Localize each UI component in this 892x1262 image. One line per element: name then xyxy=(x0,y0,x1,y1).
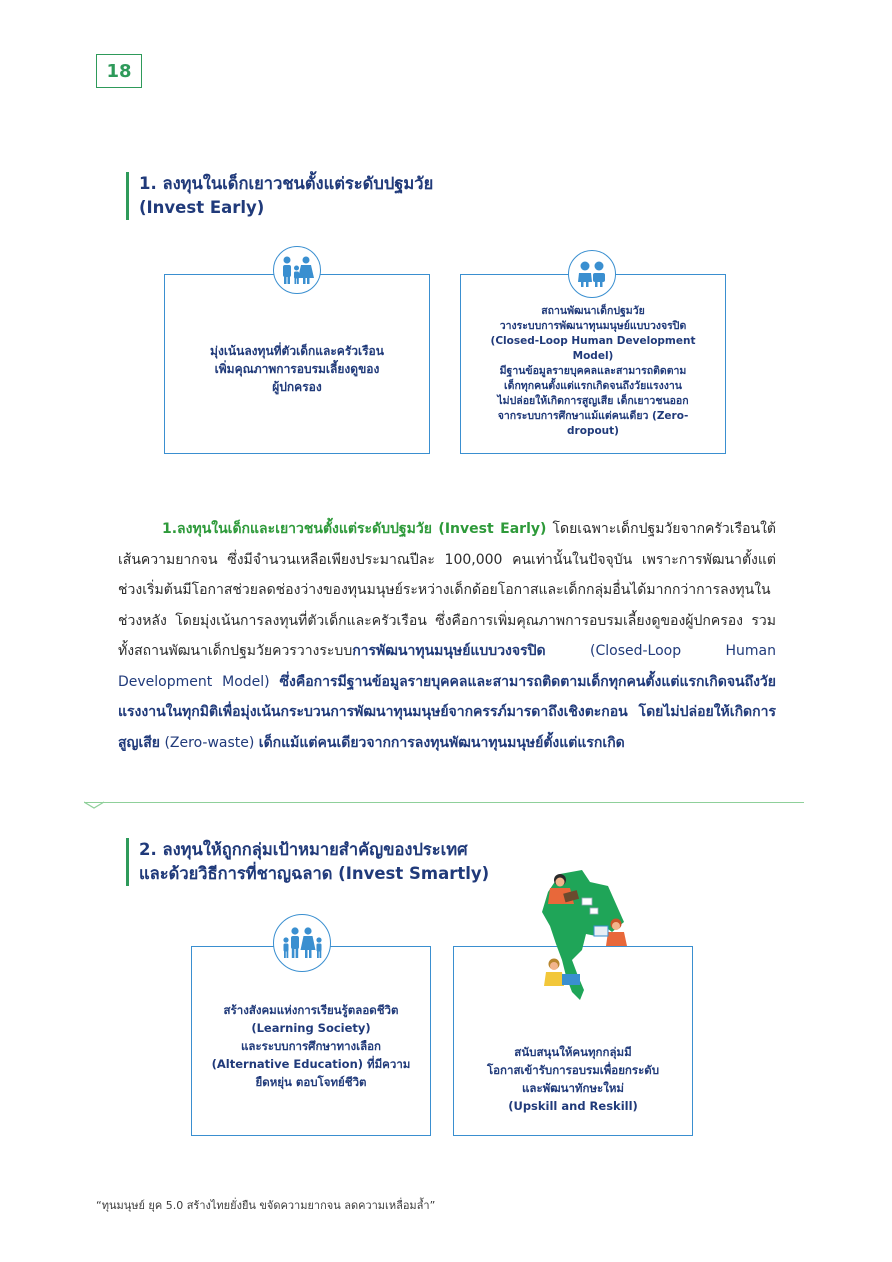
section1-box-right xyxy=(460,274,726,454)
box-line: Model) xyxy=(572,349,614,362)
box-line: (Closed-Loop Human Development xyxy=(490,334,696,347)
box-line: เพิ่มคุณภาพการอบรมเลี้ยงดูของ xyxy=(214,362,380,376)
box-line: มุ่งเน้นลงทุนที่ตัวเด็กและครัวเรือน xyxy=(210,344,384,358)
section2-title xyxy=(126,838,489,886)
box-line: และพัฒนาทักษะใหม่ xyxy=(521,1081,624,1095)
section1-title-line2: (Invest Early) xyxy=(139,198,265,217)
box-line: สนับสนุนให้คนทุกกลุ่มมี xyxy=(514,1045,632,1059)
box-line: dropout) xyxy=(567,424,619,437)
box-line: เด็กทุกคนตั้งแต่แรกเกิดจนถึงวัยแรงงาน xyxy=(504,379,682,392)
divider xyxy=(84,802,804,803)
section1-title xyxy=(126,172,433,220)
box-line: สถานพัฒนาเด็กปฐมวัย xyxy=(541,304,645,317)
box-line: โอกาสเข้ารับการอบรมเพื่อยกระดับ xyxy=(486,1063,660,1077)
section2-box-left xyxy=(191,946,431,1136)
box-line: (Alternative Education) ที่มีความ xyxy=(211,1057,411,1071)
box-line: ยืดหยุ่น ตอบโจทย์ชีวิต xyxy=(255,1075,367,1089)
box-line: (Upskill and Reskill) xyxy=(508,1099,638,1113)
box-line: ผู้ปกครอง xyxy=(272,380,322,394)
box-line: และระบบการศึกษาทางเลือก xyxy=(241,1039,381,1053)
paragraph-bold: เด็กแม้แต่คนเดียวจากการลงทุนพัฒนาทุนมนุษย์ตั้งแต่แรกเกิด xyxy=(258,734,625,751)
box-line: (Learning Society) xyxy=(251,1021,371,1035)
divider-notch xyxy=(84,800,106,810)
section2-title-line1: 2. ลงทุนให้ถูกกลุ่มเป้าหมายสำคัญของประเทศ xyxy=(139,840,468,859)
paragraph-lead: 1.ลงทุนในเด็กและเยาวชนตั้งแต่ระดับปฐมวัย (Invest Early) xyxy=(162,521,547,537)
paragraph-bold: การพัฒนาทุนมนุษย์แบบวงจรปิด xyxy=(352,643,546,659)
box-line: จากระบบการศึกษาแม้แต่คนเดียว (Zero- xyxy=(497,409,689,422)
thailand-map-learners-illustration xyxy=(520,864,640,1004)
section1-box-left xyxy=(164,274,430,454)
box-line: ไม่ปล่อยให้เกิดการสูญเสีย เด็กเยาวชนออก xyxy=(497,394,689,407)
children-icon xyxy=(568,250,616,298)
family-group-icon xyxy=(273,914,331,972)
paragraph-text: (Zero-waste) xyxy=(160,734,259,751)
body-paragraph xyxy=(118,514,776,758)
box-line: สร้างสังคมแห่งการเรียนรู้ตลอดชีวิต xyxy=(223,1003,399,1017)
paragraph-text: โดยเฉพาะเด็กปฐมวัยจากครัวเรือนใต้เส้นความยากจน ซึ่งมีจำนวนเหลือเพียงประมาณปีละ 100,000 คนเท่านั้นในปัจจุบัน เพราะการพัฒนาตั้งแต่ช่วงเริ่มต้นมีโอกาสช่วยลดช่องว่างของทุนมนุษย์ระหว่างเด็กด้อยโอกาสและเด็กกลุ่มอื่นได้มากกว่าการลงทุนในช่วงหลัง โดยมุ่งเน้นการลงทุนที่ตัวเด็กและครัวเรือน ซึ่งคือการเพิ่มคุณภาพการอบรมเลี้ยงดูของผู้ปกครอง รวมทั้งสถานพัฒนาเด็กปฐมวัยควรวางระบบ xyxy=(118,521,776,659)
section1-title-line1: 1. ลงทุนในเด็กเยาวชนตั้งแต่ระดับปฐมวัย xyxy=(139,174,434,193)
paragraph-text: (Closed-Loop Human Development Model) xyxy=(118,643,776,690)
family-icon xyxy=(273,246,321,294)
section2-title-line2: และด้วยวิธีการที่ชาญฉลาด (Invest Smartly) xyxy=(139,864,490,883)
paragraph-bold: ซึ่งคือการมีฐานข้อมูลรายบุคคลและสามารถติดตามเด็กทุกคนตั้งแต่แรกเกิดจนถึงวัยแรงงานในทุกมิติเพื่อมุ่งเน้นกระบวนการพัฒนาทุนมนุษย์จากครรภ์มารดาถึงเชิงตะกอน โดยไม่ปล่อยให้เกิดการสูญเสีย xyxy=(118,673,776,751)
page-number: 18 xyxy=(96,54,142,88)
box-line: มีฐานข้อมูลรายบุคคลและสามารถติดตาม xyxy=(499,364,687,377)
footer-quote: “ทุนมนุษย์ ยุค 5.0 สร้างไทยยั่งยืน ขจัดความยากจน ลดความเหลื่อมล้ำ” xyxy=(96,1199,436,1212)
box-line: วางระบบการพัฒนาทุนมนุษย์แบบวงจรปิด xyxy=(499,319,687,332)
